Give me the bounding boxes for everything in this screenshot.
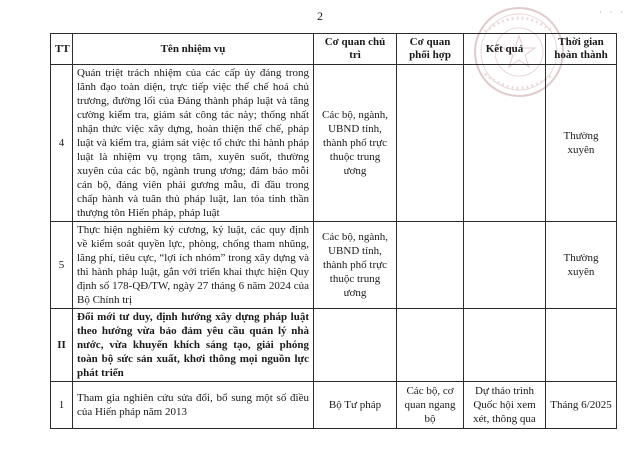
row-result	[464, 222, 546, 309]
row-coordinating-agency: Các bộ, cơ quan ngang bộ	[397, 382, 464, 429]
section-tt: II	[51, 309, 73, 382]
row-result	[464, 65, 546, 222]
row-task: Thực hiện nghiêm kỷ cương, kỷ luật, các quy định về kiểm soát quyền lực, phòng, chống tham nhũng, lãng phí, tiêu cực, “lợi ích nhóm” trong xây dựng và thi hành pháp luật, gắn với triển khai thực hiện Quy định số 178-QĐ/TW, ngày 27 tháng 6 năm 2024 của Bộ Chính trị	[73, 222, 314, 309]
row-result	[464, 309, 546, 382]
header-result: Kết quả	[464, 34, 546, 65]
row-lead-agency: Các bộ, ngành, UBND tỉnh, thành phố trực thuộc trung ương	[314, 65, 397, 222]
row-result: Dự thảo trình Quốc hội xem xét, thông qua	[464, 382, 546, 429]
scan-artifact: · · ·	[599, 8, 626, 17]
header-task: Tên nhiệm vụ	[73, 34, 314, 65]
row-lead-agency: Bộ Tư pháp	[314, 382, 397, 429]
row-tt: 1	[51, 382, 73, 429]
table-row	[51, 222, 617, 309]
task-table	[50, 33, 617, 429]
row-tt: 5	[51, 222, 73, 309]
row-task: Tham gia nghiên cứu sửa đổi, bổ sung một số điều của Hiến pháp năm 2013	[73, 382, 314, 429]
table-row	[51, 65, 617, 222]
row-coordinating-agency	[397, 65, 464, 222]
page-number: 2	[317, 9, 323, 23]
row-deadline: Thường xuyên	[546, 65, 617, 222]
header-tt: TT	[51, 34, 73, 65]
header-coordinating-agency: Cơ quan phối hợp	[397, 34, 464, 65]
row-deadline: Tháng 6/2025	[546, 382, 617, 429]
row-lead-agency	[314, 309, 397, 382]
section-title: Đổi mới tư duy, định hướng xây dựng pháp luật theo hướng vừa bảo đảm yêu cầu quản lý nhà nước, vừa khuyến khích sáng tạo, giải phóng toàn bộ sức sản xuất, khơi thông mọi nguồn lực phát triển	[73, 309, 314, 382]
header-lead-agency: Cơ quan chủ trì	[314, 34, 397, 65]
row-coordinating-agency	[397, 309, 464, 382]
row-deadline: Thường xuyên	[546, 222, 617, 309]
header-deadline: Thời gian hoàn thành	[546, 34, 617, 65]
row-tt: 4	[51, 65, 73, 222]
table-row	[51, 382, 617, 429]
row-task: Quán triệt trách nhiệm của các cấp ủy đảng trong lãnh đạo toàn diện, trực tiếp việc thể chế hoá chủ trương, đường lối của Đảng thành pháp luật và tăng cường kiểm tra, giám sát công tác này; thống nhất nhận thức việc xây dựng, hoàn thiện thể chế, pháp luật và kiểm tra, giám sát việc tổ chức thi hành pháp luật là nhiệm vụ trọng tâm, xuyên suốt, thường xuyên của các bộ, ngành trung ương; đảm bảo mỗi cán bộ, đảng viên phải gương mẫu, đi đầu trong chấp hành và tuân thủ pháp luật, lan tỏa tinh thần thượng tôn Hiến pháp, pháp luật	[73, 65, 314, 222]
row-coordinating-agency	[397, 222, 464, 309]
row-lead-agency: Các bộ, ngành, UBND tỉnh, thành phố trực thuộc trung ương	[314, 222, 397, 309]
table-header-row	[51, 34, 617, 65]
table-section-row	[51, 309, 617, 382]
row-deadline	[546, 309, 617, 382]
